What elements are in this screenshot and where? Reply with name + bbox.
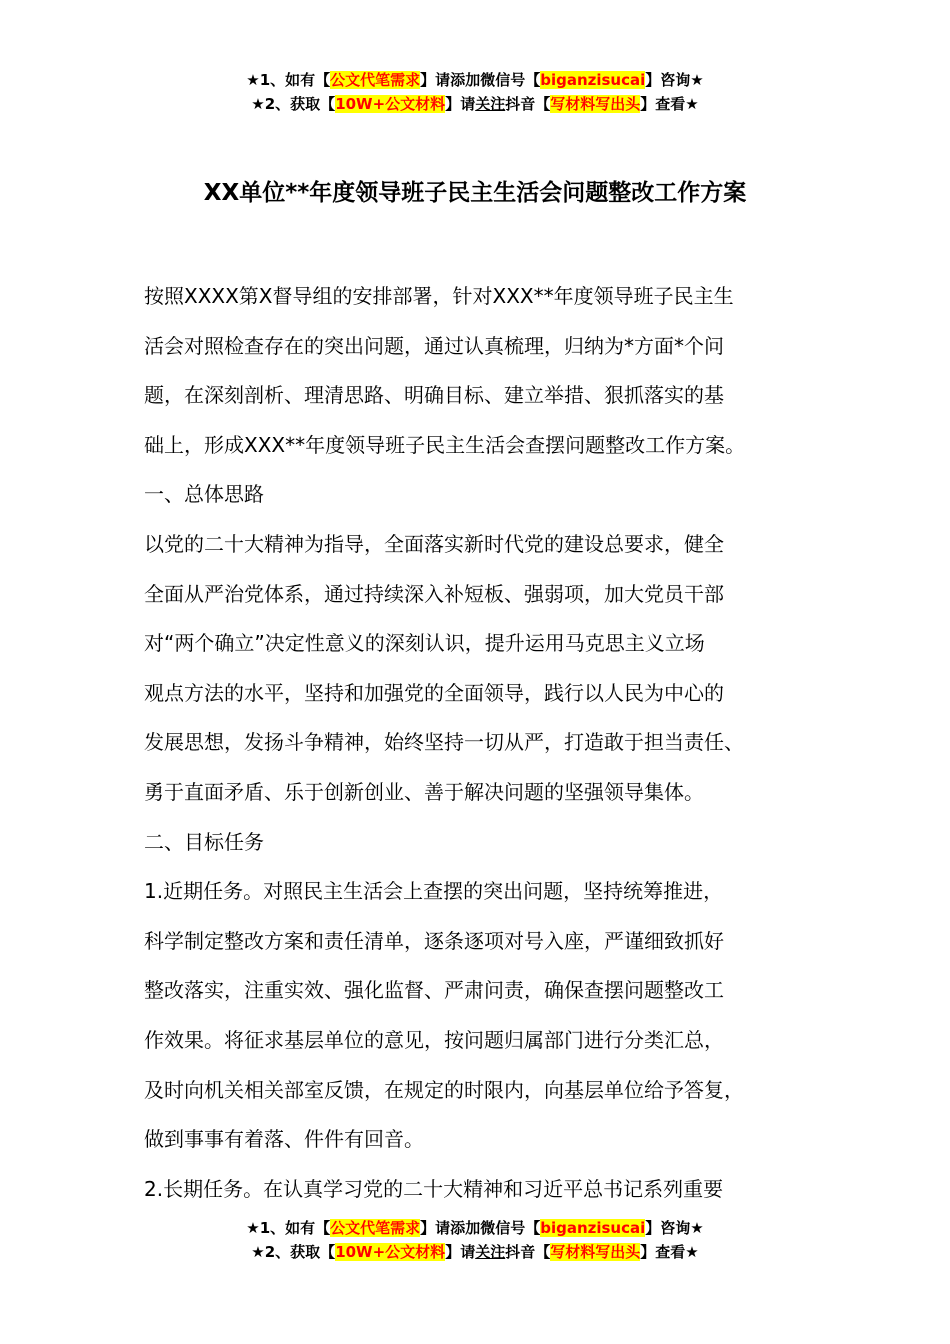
body-line: 以党的二十大精神为指导，全面落实新时代党的建设总要求，健全 [144,531,724,556]
banner-text: 】咨询★ [645,71,704,89]
banner-text: 】请添 [420,1219,466,1237]
body-line: 及时向机关相关部室反馈，在规定的时限内，向基层单位给予答复， [144,1077,744,1102]
body-line: 勇于直面矛盾、乐于创新创业、善于解决问题的坚强领导集体。 [144,779,704,804]
body-line: 科学制定整改方案和责任清单，逐条逐项对号入座，严谨细致抓好 [144,928,724,953]
banner-text: 】请添 [420,71,466,89]
banner-text: 】请 [445,95,476,113]
banner-text: 抖音【 [505,1243,551,1261]
highlight-text: 公文代笔需求 [330,71,421,89]
section-heading: 一、总体思路 [144,482,264,507]
banner-text: 】查看★ [640,95,699,113]
banner-line-1 [0,1216,950,1240]
banner-text: 加 [465,1219,481,1237]
body-line: 按照XXXX第X督导组的安排部署，针对XXX**年度领导班子民主生 [144,284,734,308]
banner-text: ★2、获取【 [251,1243,336,1261]
banner-text: 】请 [445,1243,476,1261]
banner-line-2 [0,1240,950,1264]
banner-text: 关注 [475,1243,506,1261]
body-line: 础上，形成XXX**年度领导班子民主生活会查摆问题整改工作方案。 [144,432,746,457]
header-banner [0,68,950,116]
body-line: 做到事事有着落、件件有回音。 [144,1127,424,1152]
section-heading: 二、目标任务 [144,829,264,854]
banner-text: 关注 [475,95,506,113]
body-line: 题，在深刻剖析、理清思路、明确目标、建立举措、狠抓落实的基 [144,383,724,408]
banner-text: ★1、如有【 [246,1219,331,1237]
banner-text: 抖音【 [505,95,551,113]
body-line: 2.长期任务。在认真学习党的二十大精神和习近平总书记系列重要 [144,1176,724,1201]
banner-text: 】查看★ [640,1243,699,1261]
highlight-text: 10W+公文材料 [335,95,446,113]
body-line: 活会对照检查存在的突出问题，通过认真梳理，归纳为*方面*个问 [144,333,724,358]
banner-line-1 [0,68,950,92]
body-line: 发展思想，发扬斗争精神，始终坚持一切从严，打造敢于担当责任、 [144,730,744,755]
document-title: XX单位**年度领导班子民主生活会问题整改工作方案 [203,180,747,206]
banner-text: 加 [465,71,481,89]
body-line: 1.近期任务。对照民主生活会上查摆的突出问题，坚持统筹推进， [144,879,724,904]
wechat-id: biganzisucai [540,71,646,89]
banner-text: ★2、获取【 [251,95,336,113]
douyin-id: 写材料写出头 [550,1243,641,1261]
body-line: 全面从严治党体系，通过持续深入补短板、强弱项，加大党员干部 [144,581,724,606]
highlight-text: 10W+公文材料 [335,1243,446,1261]
footer-banner [0,1216,950,1264]
document-body [144,272,834,1214]
body-line: 观点方法的水平，坚持和加强党的全面领导，践行以人民为中心的 [144,680,724,705]
banner-text: 微信号【 [480,71,541,89]
banner-line-2 [0,92,950,116]
body-line: 对“两个确立”决定性意义的深刻认识，提升运用马克思主义立场 [144,631,705,656]
banner-text: 】咨询★ [645,1219,704,1237]
banner-text: ★1、如有【 [246,71,331,89]
wechat-id: biganzisucai [540,1219,646,1237]
banner-text: 微信号【 [480,1219,541,1237]
douyin-id: 写材料写出头 [550,95,641,113]
highlight-text: 公文代笔需求 [330,1219,421,1237]
body-line: 整改落实，注重实效、强化监督、严肃问责，确保查摆问题整改工 [144,978,724,1003]
body-line: 作效果。将征求基层单位的意见，按问题归属部门进行分类汇总， [144,1027,724,1052]
